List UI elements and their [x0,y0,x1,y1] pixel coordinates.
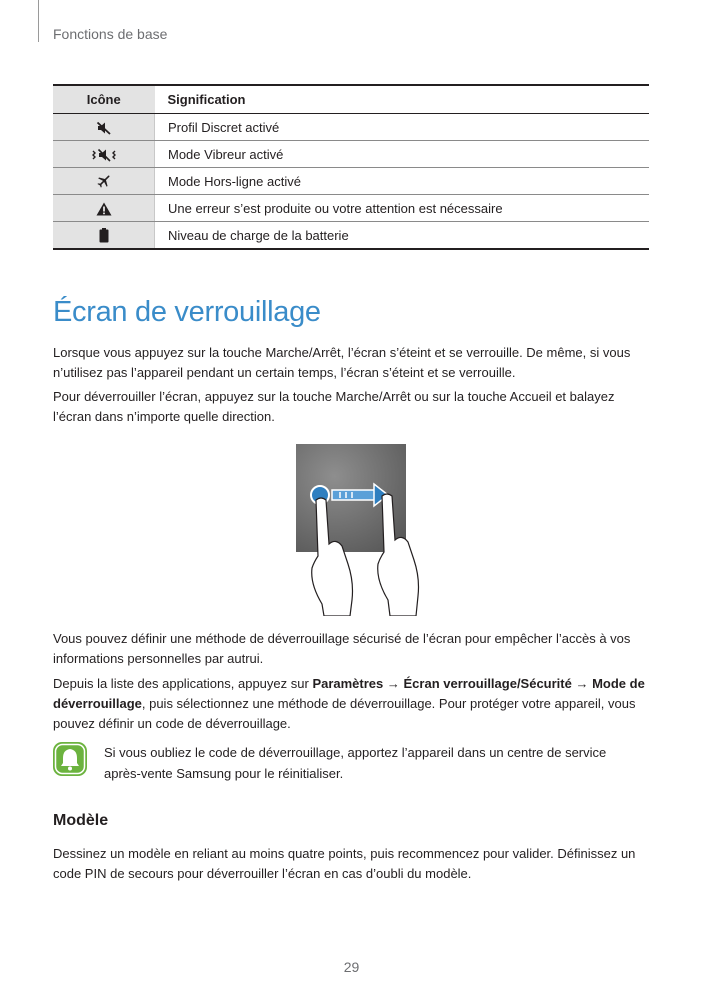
section-title-lock-screen: Écran de verrouillage [53,296,321,328]
note-bell-icon [53,742,87,776]
table-cell-meaning: Profil Discret activé [155,114,650,141]
table-row [53,168,649,195]
status-icon-table [53,84,649,250]
battery-icon [99,228,109,243]
table-cell-icon [53,195,155,222]
running-header: Fonctions de base [53,26,168,42]
table-header-row [53,85,649,114]
table-cell-icon [53,222,155,250]
warning-icon [96,202,112,216]
paragraph-secure-unlock: Vous pouvez définir une méthode de déverrouillage sécurisé de l’écran pour empêcher l’accès à vos informations personnelles par autrui. [53,631,631,666]
table-cell-icon [53,141,155,168]
section-heading-pattern: Modèle [53,812,109,829]
menu-path-lock-security: Écran verrouillage/Sécurité [403,676,572,691]
column-header-meaning: Signification [155,85,650,114]
table-cell-meaning: Une erreur s’est produite ou votre attention est nécessaire [155,195,650,222]
paragraph-lock-intro: Lorsque vous appuyez sur la touche Marche/Arrêt, l’écran s’éteint et se verrouille. De même, si vous n’utilisez pas l’appareil pendant un certain temps, l’écran s’éteint et se verrouille. [53,345,631,380]
column-header-icon: Icône [53,85,155,114]
table-row [53,222,649,250]
arrow-separator: → [383,676,404,691]
table-row [53,114,649,141]
paragraph-pattern: Dessinez un modèle en reliant au moins quatre points, puis recommencez pour valider. Définissez un code PIN de secours pour déverrouiller l’écran en cas d’oubli du modèle. [53,846,636,881]
table-row [53,195,649,222]
corner-crop-mark [38,0,39,42]
paragraph-settings-path [53,674,653,734]
arrow-separator: → [571,676,593,691]
airplane-icon [96,173,112,189]
vibrate-icon [92,148,116,162]
table-row [53,141,649,168]
table-cell-meaning: Mode Vibreur activé [155,141,650,168]
settings-path-lead: Depuis la liste des applications, appuyez sur [53,676,313,691]
menu-path-unlock-mode: Mode de déverrouillage [53,676,645,711]
mute-icon [96,121,112,135]
table-cell-meaning: Niveau de charge de la batterie [155,222,650,250]
table-cell-meaning: Mode Hors-ligne activé [155,168,650,195]
paragraph-unlock-instructions: Pour déverrouiller l’écran, appuyez sur la touche Marche/Arrêt ou sur la touche Accueil et balayez l’écran dans n’importe quelle direction. [53,389,615,424]
page-number: 29 [343,959,360,975]
swipe-unlock-illustration [296,444,436,616]
settings-path-tail: , puis sélectionnez une méthode de déverrouillage. Pour protéger votre appareil, vous pouvez définir un code de déverrouillage. [53,696,636,731]
table-cell-icon [53,168,155,195]
table-cell-icon [53,114,155,141]
note-text: Si vous oubliez le code de déverrouillage, apportez l’appareil dans un centre de service après-vente Samsung pour le réinitialiser. [104,745,607,781]
menu-path-parametres: Paramètres [312,676,384,691]
